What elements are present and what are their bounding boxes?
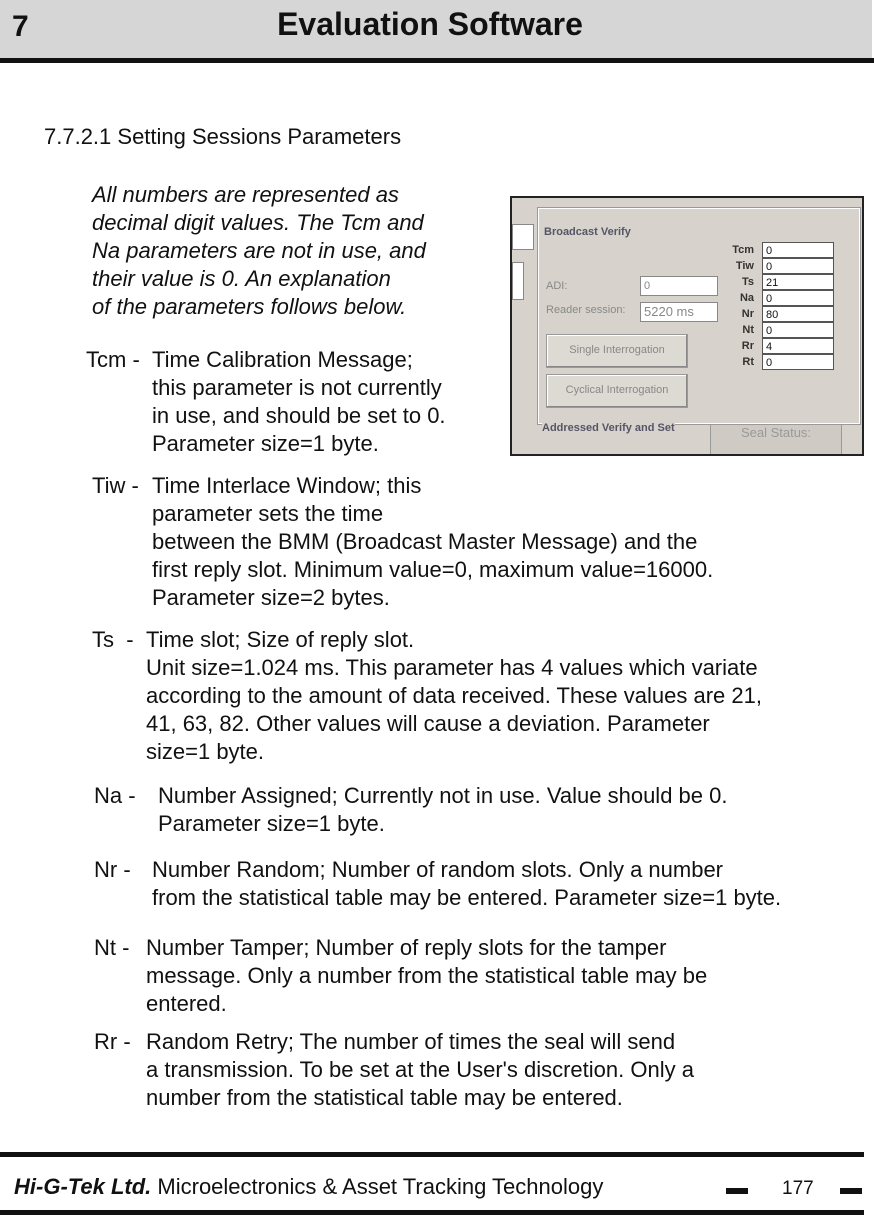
param-line: between the BMM (Broadcast Master Message) and the [152,529,698,554]
param-line: from the statistical table may be entered. Parameter size=1 byte. [152,885,782,910]
company-name: Hi-G-Tek Ltd. [14,1174,152,1199]
param-input-nt[interactable]: 0 [762,322,834,338]
param-line: Number Random; Number of random slots. Only a number [152,857,724,882]
intro-line: decimal digit values. The Tcm and [92,210,424,235]
param-input-rt[interactable]: 0 [762,354,834,370]
param-name-rt: Rt [742,356,754,368]
param-name-nt: Nt [742,324,754,336]
param-name-rr: Rr [741,340,754,352]
param-line: message. Only a number from the statistical table may be [146,963,708,988]
param-name-nr: Nr [741,308,754,320]
intro-line: of the parameters follows below. [92,294,407,319]
param-label: Tcm - [86,347,140,372]
param-tcm [86,346,446,458]
param-line: Number Assigned; Currently not in use. Value should be 0. [158,783,728,808]
adi-input[interactable]: 0 [640,276,718,296]
chapter-number: 7 [12,10,29,43]
section-heading: 7.7.2.1 Setting Sessions Parameters [44,124,402,149]
page-number: 177 [782,1178,814,1199]
param-input-nr[interactable]: 80 [762,306,834,322]
reader-session-label: Reader session: [546,304,626,316]
param-name-ts: Ts [741,276,754,288]
param-line: number from the statistical table may be entered. [146,1085,623,1110]
param-line: entered. [146,991,227,1016]
footer-text [14,1174,603,1200]
footer-rule-top [0,1152,864,1157]
intro-line: Na parameters are not in use, and [92,238,426,263]
param-label: Nt - [94,935,130,960]
param-line: 41, 63, 82. Other values will cause a deviation. Parameter [146,711,710,736]
param-name-na: Na [739,292,754,304]
param-line: size=1 byte. [146,739,265,764]
footer-dash [726,1188,748,1194]
cyclical-interrogation-button[interactable]: Cyclical Interrogation [546,374,688,408]
param-line: in use, and should be set to 0. [152,403,446,428]
param-line: Parameter size=2 bytes. [152,585,390,610]
param-line: first reply slot. Minimum value=0, maximum value=16000. [152,557,714,582]
intro-line: their value is 0. An explanation [92,266,391,291]
param-label: Nr - [94,857,131,882]
reader-session-input[interactable]: 5220 ms [640,302,718,322]
intro-line: All numbers are represented as [92,182,399,207]
seal-status: Seal Status: [710,424,842,456]
param-line: Parameter size=1 byte. [152,431,379,456]
addressed-group-title: Addressed Verify and Set [542,422,675,434]
param-line: parameter sets the time [152,501,384,526]
param-line: a transmission. To be set at the User's discretion. Only a [146,1057,694,1082]
adi-label: ADI: [546,280,568,292]
param-input-ts[interactable]: 21 [762,274,834,290]
param-name-tiw: Tiw [735,260,754,272]
param-line: Time Calibration Message; [152,347,413,372]
param-tiw [92,472,713,612]
param-label: Na - [94,783,136,808]
company-tagline: Microelectronics & Asset Tracking Technology [151,1174,604,1199]
footer-rule-bottom [0,1210,864,1215]
param-input-na[interactable]: 0 [762,290,834,306]
page-title: Evaluation Software [277,6,583,42]
param-line: Time Interlace Window; this [152,473,422,498]
param-input-tiw[interactable]: 0 [762,258,834,274]
param-nr [94,856,781,912]
param-input-rr[interactable]: 4 [762,338,834,354]
page-header [0,0,872,58]
param-line: Number Tamper; Number of reply slots for the tamper [146,935,667,960]
param-label: Rr - [94,1029,131,1054]
group-title: Broadcast Verify [544,226,631,238]
param-label: Ts - [92,627,134,652]
param-rr [94,1028,694,1112]
param-nt [94,934,707,1018]
param-label: Tiw - [92,473,139,498]
software-screenshot [510,196,864,456]
param-line: according to the amount of data received. These values are 21, [146,683,762,708]
param-line: Time slot; Size of reply slot. [146,627,415,652]
footer-dash [840,1188,862,1194]
single-interrogation-button[interactable]: Single Interrogation [546,334,688,368]
param-line: Parameter size=1 byte. [158,811,385,836]
param-line: Unit size=1.024 ms. This parameter has 4 values which variate [146,655,758,680]
param-ts [92,626,762,766]
header-rule [0,58,874,63]
param-line: Random Retry; The number of times the seal will send [146,1029,676,1054]
intro-paragraph [92,181,492,321]
left-field [512,262,524,300]
param-line: this parameter is not currently [152,375,442,400]
param-input-tcm[interactable]: 0 [762,242,834,258]
param-name-tcm: Tcm [732,244,754,256]
param-na [94,782,727,838]
left-field [512,224,534,250]
